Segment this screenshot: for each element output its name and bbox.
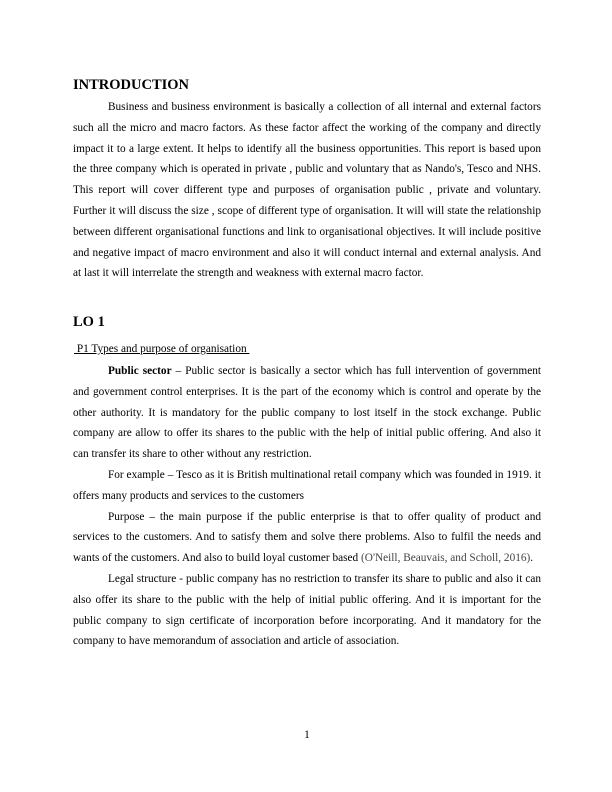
public-sector-term: Public sector [108, 365, 172, 377]
introduction-paragraph: Business and business environment is basically a collection of all internal and external factors such all the micro and macro factors. As these factor affect the working of the company and directly impact it to a large extent. It helps to identify all the business opportunities. This report is based upon the three company which is operated in private , public and voluntary that as Nando's, Tesco and NHS. This report will cover different type and purposes of organisation public , private and voluntary. Further it will discuss the size , scope of different type of organisation. It will will state the relationship between different organisational functions and link to organisational objectives. It will include positive and negative impact of macro environment and also it will conduct internal and external analysis. And at last it will interrelate the strength and weakness with external macro factor. [73, 101, 541, 280]
introduction-heading: INTRODUCTION [73, 77, 190, 93]
purpose-citation: (O'Neill, Beauvais, and Scholl, 2016) [361, 552, 531, 565]
public-sector-paragraph [73, 361, 541, 465]
p1-subheading: P1 Types and purpose of organisation [74, 343, 250, 355]
purpose-text: Purpose – the main purpose if the public enterprise is that to offer quality of product and services to the customers. And to satisfy them and solve there problems. Also to fulfil the needs and wants of the customers. And also to build loyal customer based [73, 510, 541, 565]
purpose-paragraph [73, 507, 541, 569]
public-sector-definition: – Public sector is basically a sector which has full intervention of government and government control enterprises. It is the part of the economy which is control and operate by the other authority. It is mandatory for the public company to lost itself in the stock exchange. Public company are allow to offer its shares to the public with the help of initial public offering. And also it can transfer its share to other without any restriction. [73, 365, 541, 461]
legal-structure-paragraph: Legal structure - public company has no restriction to transfer its share to public and also it can also offer its share to the public with the help of initial public offering. And it is important for the public company to sign certificate of incorporation before incorporating. And it mandatory for the company to have memorandum of association and article of association. [73, 572, 541, 648]
document-page [73, 0, 541, 792]
p1-body [73, 361, 541, 652]
page-number: 1 [304, 729, 310, 741]
lo1-heading: LO 1 [73, 314, 105, 330]
example-paragraph: For example – Tesco as it is British multinational retail company which was founded in 1919. it offers many products and services to the customers [73, 468, 541, 502]
purpose-end: . [530, 552, 534, 565]
introduction-section [73, 97, 541, 284]
